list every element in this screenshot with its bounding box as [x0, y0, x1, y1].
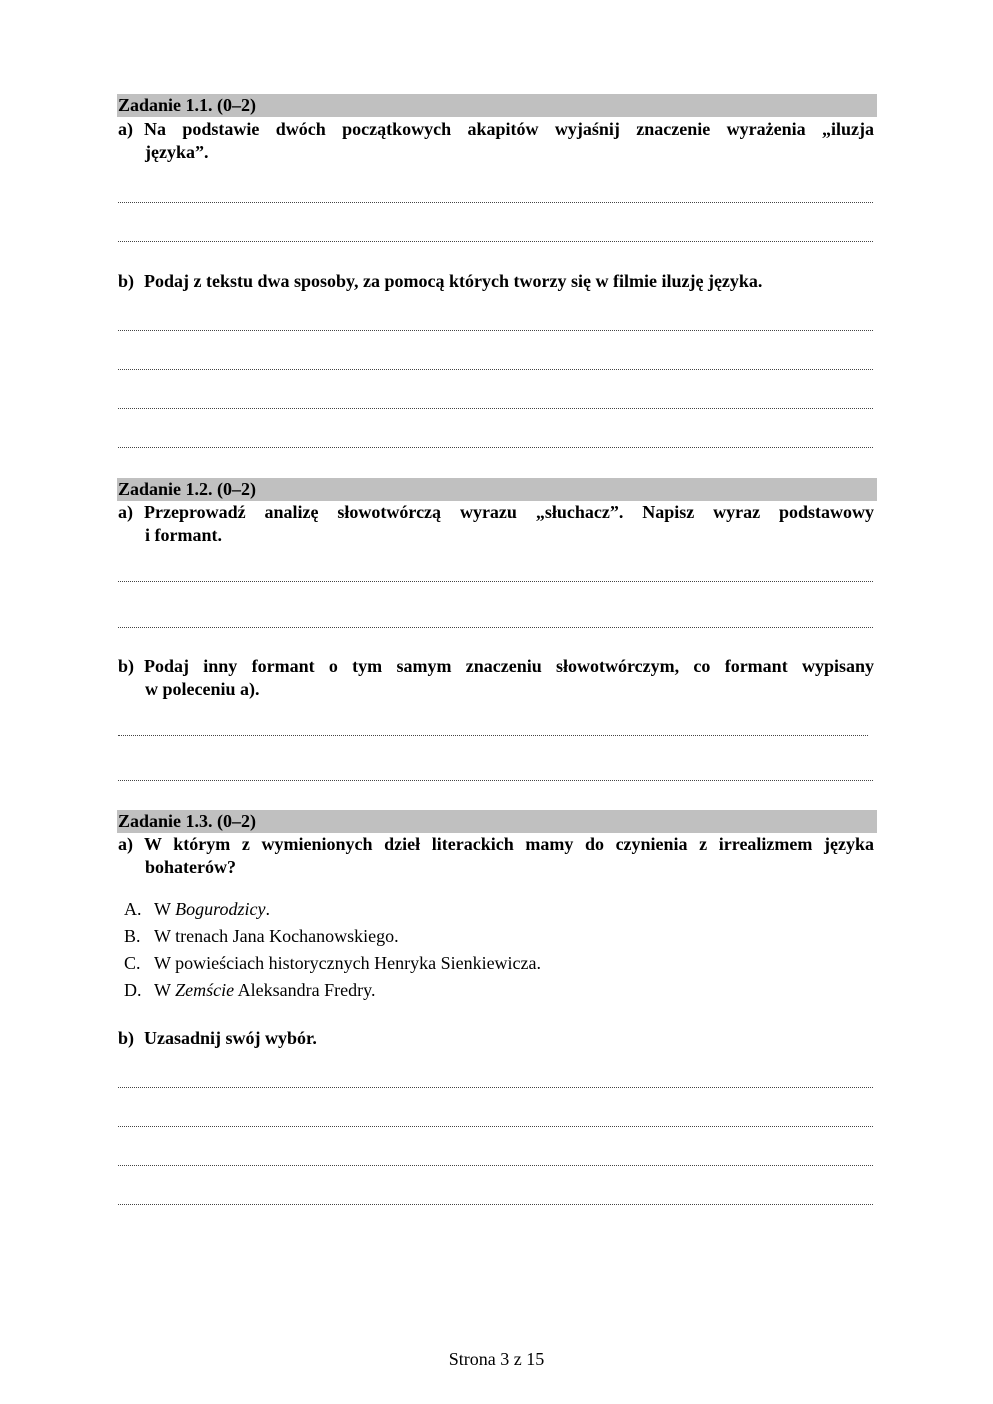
question-text: W którym z wymienionych dzieł literackich mamy do czynienia z irrealizmem języka — [144, 834, 874, 854]
answer-line[interactable] — [118, 241, 873, 242]
answer-line[interactable] — [118, 447, 873, 448]
option-letter: D. — [124, 980, 142, 1000]
question-label: b) — [118, 1028, 135, 1048]
option-title: Zemście — [175, 980, 235, 1000]
option-text: W powieściach historycznych Henryka Sienkiewicza. — [154, 953, 542, 973]
answer-line[interactable] — [118, 1087, 873, 1088]
option-letter: A. — [124, 899, 142, 919]
option-letter: C. — [124, 953, 141, 973]
answer-option-d[interactable] — [124, 979, 375, 1002]
option-text: W — [154, 980, 176, 1000]
question-label: a) — [118, 834, 133, 854]
task-1-3-b-question — [118, 1027, 874, 1050]
task-1-2-b-question — [118, 655, 874, 701]
answer-line[interactable] — [118, 1126, 873, 1127]
task-1-3-a-question — [118, 833, 874, 879]
option-text: W — [154, 899, 176, 919]
question-text: Podaj inny formant o tym samym znaczeniu słowotwórczym, co formant wypisany — [144, 656, 874, 676]
answer-line[interactable] — [118, 330, 873, 331]
option-title: Bogurodzicy — [175, 899, 266, 919]
task-1-1-header: Zadanie 1.1. (0–2) — [117, 94, 877, 117]
question-text-continued: i formant. — [145, 525, 222, 545]
task-1-3-header: Zadanie 1.3. (0–2) — [117, 810, 877, 833]
answer-option-c[interactable] — [124, 952, 541, 975]
question-label: b) — [118, 656, 135, 676]
question-text: Uzasadnij swój wybór. — [144, 1028, 317, 1048]
question-label: a) — [118, 119, 133, 139]
question-text-continued: bohaterów? — [145, 857, 236, 877]
question-text: Na podstawie dwóch początkowych akapitów wyjaśnij znaczenie wyrażenia „iluzja — [144, 119, 874, 139]
option-text-after: . — [265, 899, 270, 919]
answer-line[interactable] — [118, 735, 868, 736]
answer-line[interactable] — [118, 408, 873, 409]
answer-line[interactable] — [118, 627, 873, 628]
task-1-1-b-question — [118, 270, 874, 293]
answer-line[interactable] — [118, 1204, 873, 1205]
question-text: Przeprowadź analizę słowotwórczą wyrazu „słuchacz”. Napisz wyraz podstawowy — [144, 502, 874, 522]
task-1-2-header: Zadanie 1.2. (0–2) — [117, 478, 877, 501]
answer-line[interactable] — [118, 369, 873, 370]
question-text-continued: w poleceniu a). — [145, 679, 260, 699]
task-1-1-a-question — [118, 118, 874, 164]
task-1-2-a-question — [118, 501, 874, 547]
answer-option-a[interactable] — [124, 898, 270, 921]
question-label: b) — [118, 271, 135, 291]
answer-line[interactable] — [118, 780, 873, 781]
option-text-after: Aleksandra Fredry. — [234, 980, 376, 1000]
answer-line[interactable] — [118, 581, 873, 582]
answer-line[interactable] — [118, 1165, 873, 1166]
answer-line[interactable] — [118, 202, 873, 203]
question-text: Podaj z tekstu dwa sposoby, za pomocą których tworzy się w filmie iluzję języka. — [144, 271, 763, 291]
answer-option-b[interactable] — [124, 925, 399, 948]
option-text: W trenach Jana Kochanowskiego. — [154, 926, 399, 946]
question-text-continued: języka”. — [145, 142, 209, 162]
option-letter: B. — [124, 926, 141, 946]
question-label: a) — [118, 502, 133, 522]
page-number: Strona 3 z 15 — [448, 1349, 545, 1369]
